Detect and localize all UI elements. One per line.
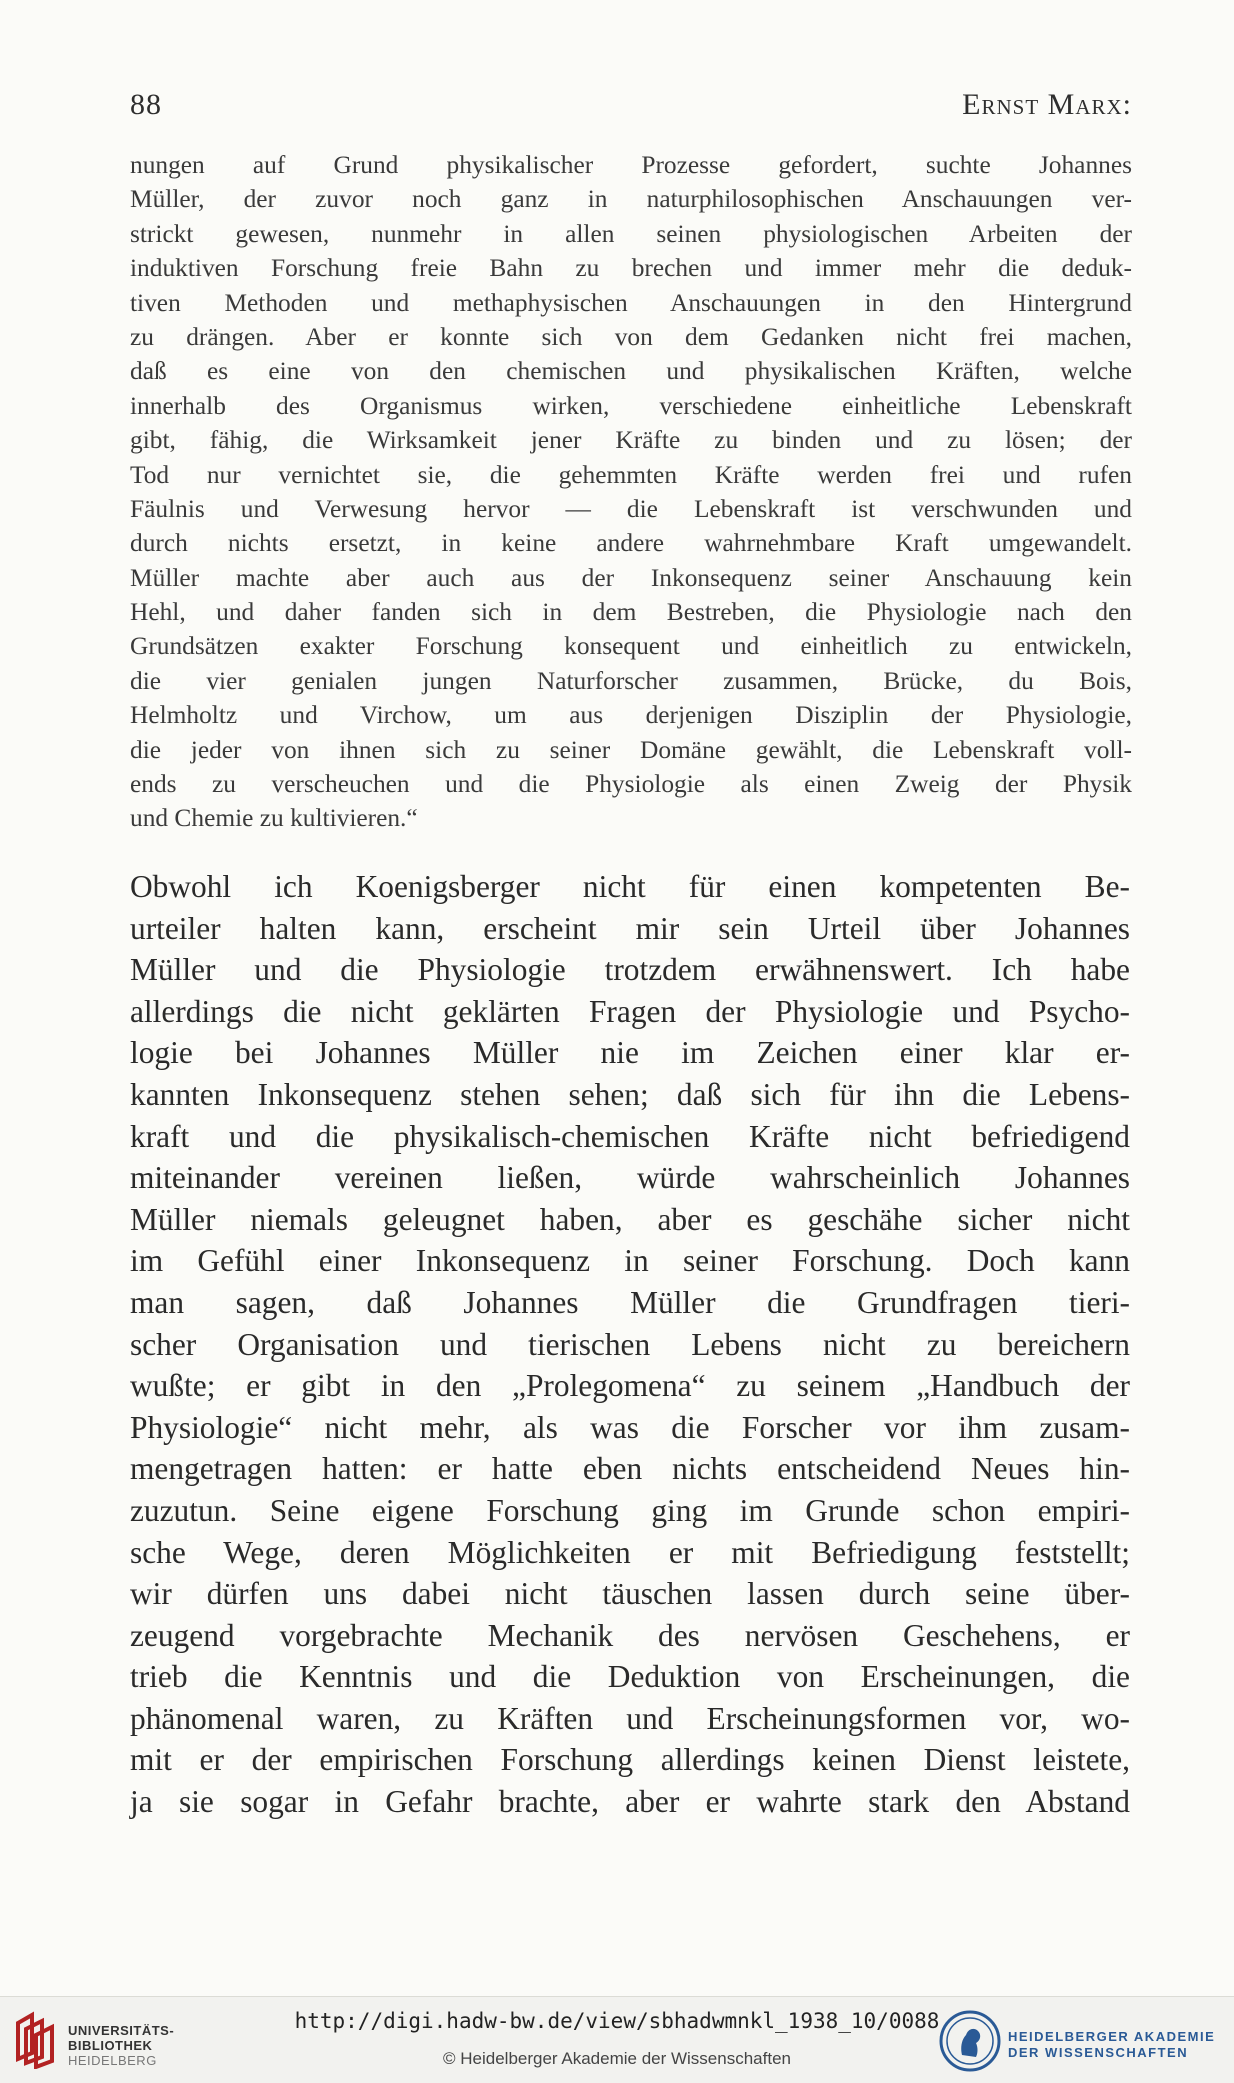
text-line: trieb die Kenntnis und die Deduktion von Erscheinungen, die — [130, 1659, 1130, 1695]
text-line: mengetragen hatten: er hatte eben nichts entscheidend Neues hin- — [130, 1451, 1130, 1487]
text-line: daß es eine von den chemischen und physikalischen Kräften, welche — [130, 357, 1132, 386]
text-line: ja sie sogar in Gefahr brachte, aber er wahrte stark den Abstand — [130, 1784, 1130, 1820]
text-line: mit er der empirischen Forschung allerdings keinen Dienst leistete, — [130, 1742, 1130, 1778]
body-paragraph — [130, 866, 1130, 1823]
text-line: zeugend vorgebrachte Mechanik des nervösen Geschehens, er — [130, 1617, 1130, 1653]
academy-logo[interactable] — [938, 2009, 1220, 2073]
text-line: phänomenal waren, zu Kräften und Erscheinungsformen vor, wo- — [130, 1700, 1130, 1736]
text-line: Müller machte aber auch aus der Inkonsequenz seiner Anschauung kein — [130, 563, 1132, 592]
text-line: durch nichts ersetzt, in keine andere wahrnehmbare Kraft umgewandelt. — [130, 529, 1132, 558]
text-line: innerhalb des Organismus wirken, verschiedene einheitliche Lebenskraft — [130, 391, 1132, 420]
library-name-line: BIBLIOTHEK — [68, 2038, 153, 2053]
text-line: zuzutun. Seine eigene Forschung ging im Grunde schon empiri- — [130, 1492, 1130, 1528]
text-line: kannten Inkonsequenz stehen sehen; daß sich für ihn die Lebens- — [130, 1076, 1130, 1112]
academy-name-line: DER WISSENSCHAFTEN — [1008, 2045, 1189, 2060]
text-line: gibt, fähig, die Wirksamkeit jener Kräfte zu binden und zu lösen; der — [130, 426, 1132, 455]
text-line: Tod nur vernichtet sie, die gehemmten Kräfte werden frei und rufen — [130, 460, 1132, 489]
text-line: Grundsätzen exakter Forschung konsequent und einheitlich zu entwickeln, — [130, 632, 1132, 661]
text-line: urteiler halten kann, erscheint mir sein Urteil über Johannes — [130, 910, 1130, 946]
quoted-paragraph — [130, 148, 1132, 836]
permalink-url[interactable]: http://digi.hadw-bw.de/view/sbhadwmnkl_1938_10/0088 — [294, 2009, 940, 2033]
text-line: und Chemie zu kultivieren.“ — [130, 804, 418, 833]
academy-seal-icon — [938, 2009, 1002, 2073]
text-line: Physiologie“ nicht mehr, als was die Forscher vor ihm zusam- — [130, 1409, 1130, 1445]
library-name-line: HEIDELBERG — [68, 2053, 157, 2068]
text-line: tiven Methoden und methaphysischen Anschauungen in den Hintergrund — [130, 288, 1132, 317]
text-line: ends zu verscheuchen und die Physiologie als einen Zweig der Physik — [130, 770, 1132, 799]
running-head: Ernst Marx: — [962, 88, 1132, 121]
viewer-footer — [0, 1996, 1234, 2083]
text-line: Obwohl ich Koenigsberger nicht für einen kompetenten Be- — [130, 869, 1130, 904]
text-line: nungen auf Grund physikalischer Prozesse gefordert, suchte Johannes — [130, 151, 1132, 179]
text-line: wußte; er gibt in den „Prolegomena“ zu seinem „Handbuch der — [130, 1368, 1130, 1404]
text-line: Müller, der zuvor noch ganz in naturphilosophischen Anschauungen ver- — [130, 185, 1132, 214]
text-line: die vier genialen jungen Naturforscher zusammen, Brücke, du Bois, — [130, 666, 1132, 695]
text-line: strickt gewesen, nunmehr in allen seinen physiologischen Arbeiten der — [130, 219, 1132, 248]
text-line: Müller und die Physiologie trotzdem erwähnenswert. Ich habe — [130, 952, 1130, 988]
text-line: man sagen, daß Johannes Müller die Grundfragen tieri- — [130, 1284, 1130, 1320]
text-line: im Gefühl einer Inkonsequenz in seiner Forschung. Doch kann — [130, 1243, 1130, 1279]
text-line: die jeder von ihnen sich zu seiner Domäne gewählt, die Lebenskraft voll- — [130, 735, 1132, 764]
text-line: zu drängen. Aber er konnte sich von dem Gedanken nicht frei machen, — [130, 322, 1132, 351]
text-line: wir dürfen uns dabei nicht täuschen lassen durch seine über- — [130, 1576, 1130, 1612]
copyright-notice: © Heidelberger Akademie der Wissenschaften — [443, 2049, 791, 2068]
text-line: logie bei Johannes Müller nie im Zeichen einer klar er- — [130, 1035, 1130, 1071]
text-line: kraft und die physikalisch-chemischen Kräfte nicht befriedigend — [130, 1118, 1130, 1154]
text-line: scher Organisation und tierischen Lebens nicht zu bereichern — [130, 1326, 1130, 1362]
library-name-line: UNIVERSITÄTS- — [68, 2023, 175, 2038]
text-line: sche Wege, deren Möglichkeiten er mit Befriedigung feststellt; — [130, 1534, 1130, 1570]
text-line: Fäulnis und Verwesung hervor — die Lebenskraft ist verschwunden und — [130, 494, 1132, 523]
academy-name — [1008, 2029, 1215, 2061]
text-line: Helmholtz und Virchow, um aus derjenigen Disziplin der Physiologie, — [130, 701, 1132, 730]
page-number: 88 — [130, 88, 162, 121]
text-line: allerdings die nicht geklärten Fragen der Physiologie und Psycho- — [130, 993, 1130, 1029]
text-line: Hehl, und daher fanden sich in dem Bestreben, die Physiologie nach den — [130, 598, 1132, 627]
text-line: Müller niemals geleugnet haben, aber es geschähe sicher nicht — [130, 1201, 1130, 1237]
academy-name-line: HEIDELBERGER AKADEMIE — [1008, 2029, 1216, 2044]
text-line: miteinander vereinen ließen, würde wahrscheinlich Johannes — [130, 1160, 1130, 1196]
text-line: induktiven Forschung freie Bahn zu brechen und immer mehr die deduk- — [130, 254, 1132, 283]
